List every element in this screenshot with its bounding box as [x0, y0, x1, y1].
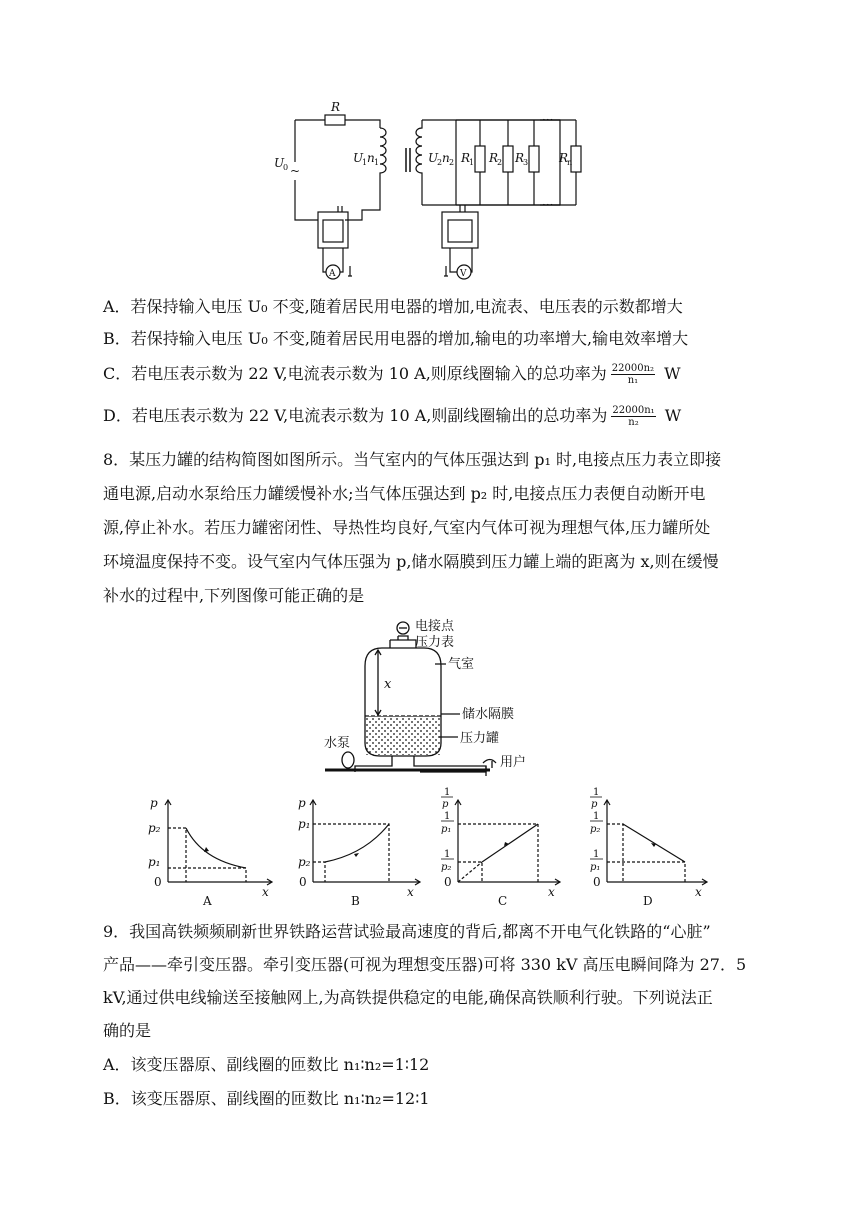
q7-option-c-unit: W	[664, 364, 681, 383]
label-R1-sub: 1	[469, 158, 475, 167]
tank-label-pump: 水泵	[324, 736, 351, 751]
q9-stem-line-3: kV,通过供电线输送至接触网上,为高铁提供稳定的电能,确保高铁顺利行驶。下列说法正	[103, 988, 713, 1007]
label-U1: U	[353, 151, 364, 165]
label-n2: n	[442, 151, 450, 165]
tank-label-chamber: 气室	[448, 657, 475, 672]
q7-option-a: A．若保持输入电压 U₀ 不变,随着居民用电器的增加,电流表、电压表的示数都增大	[103, 297, 683, 316]
graph-a-letter: A	[203, 894, 212, 908]
transformer-circuit-figure	[270, 100, 600, 285]
q8-stem-line-1: 8．某压力罐的结构简图如图所示。当气室内的气体压强达到 p₁ 时,电接点压力表立即接	[103, 450, 722, 469]
tank-label-gauge-1: 电接点	[415, 619, 455, 634]
q8-stem-line-3: 源,停止补水。若压力罐密闭性、导热性均良好,气室内气体可视为理想气体,压力罐所处	[103, 518, 711, 537]
ammeter-label: A	[329, 269, 336, 279]
q7-option-d-fraction: $\frac{\text{22000n₁}}{\text{n₂}}$	[612, 405, 655, 428]
graph-d-y-low-den: p₁	[590, 862, 601, 873]
label-U2: U	[428, 151, 439, 165]
graph-c-y-low-den: p₂	[441, 862, 452, 873]
tank-label-x: x	[384, 677, 392, 692]
graph-c-y-top-den: p₁	[441, 824, 452, 835]
q7-option-d-unit: W	[664, 406, 682, 425]
q7-option-b: B．若保持输入电压 U₀ 不变,随着居民用电器的增加,输电的功率增大,输电效率增大	[103, 329, 689, 348]
q8-stem-line-4: 环境温度保持不变。设气室内气体压强为 p,储水隔膜到压力罐上端的距离为 x,则在缓慢	[103, 552, 719, 571]
label-R3-sub: 3	[523, 158, 529, 167]
label-R2-sub: 2	[497, 158, 503, 167]
graph-d-y-low-num: 1	[593, 849, 600, 860]
graph-b-y-top: p₁	[298, 817, 311, 831]
graph-a	[140, 790, 280, 910]
label-U0-sub: 0	[283, 163, 289, 172]
q8-stem-line-2: 通电源,启动水泵给压力罐缓慢补水;当气体压强达到 p₂ 时,电接点压力表便自动断开电	[103, 484, 706, 503]
q9-stem-line-4: 确的是	[103, 1021, 152, 1040]
graph-d-letter: D	[643, 894, 653, 908]
label-Rn-sub: n	[567, 158, 573, 167]
graph-c-origin: 0	[444, 875, 452, 889]
graph-a-y-top: p₂	[148, 821, 161, 835]
label-R2: R	[489, 151, 499, 165]
graph-b-letter: B	[351, 894, 360, 908]
label-U0: U	[274, 156, 285, 170]
dots-bottom: ···	[542, 198, 554, 212]
label-n1-sub: 1	[374, 158, 380, 167]
graph-d	[585, 786, 715, 910]
graph-d-y-top-num: 1	[593, 811, 600, 822]
graph-c-ylabel-num: 1	[444, 787, 451, 798]
graph-c-letter: C	[498, 894, 508, 908]
graph-d-xlabel: x	[695, 885, 702, 899]
graph-d-origin: 0	[593, 875, 601, 889]
label-R3: R	[515, 151, 525, 165]
label-R1: R	[461, 151, 471, 165]
pressure-tank-figure	[320, 618, 550, 783]
graph-a-origin: 0	[154, 875, 162, 889]
graph-a-ylabel: p	[150, 796, 158, 810]
q7-option-d	[103, 405, 681, 428]
graph-c	[438, 786, 568, 910]
label-R: R	[331, 100, 341, 114]
label-n1: n	[367, 151, 375, 165]
graph-d-ylabel-num: 1	[593, 787, 600, 798]
tank-label-user: 用户	[500, 755, 527, 770]
label-U2-sub: 2	[437, 158, 443, 167]
label-U1-sub: 1	[362, 158, 368, 167]
q9-stem-line-2: 产品——牵引变压器。牵引变压器(可视为理想变压器)可将 330 kV 高压电瞬间降为 27．5	[103, 955, 747, 974]
graph-b-ylabel: p	[298, 796, 306, 810]
tank-label-membrane: 储水隔膜	[462, 707, 515, 722]
q9-option-a: A．该变压器原、副线圈的匝数比 n₁∶n₂=1∶12	[103, 1055, 430, 1074]
q9-option-b: B．该变压器原、副线圈的匝数比 n₁∶n₂=12∶1	[103, 1089, 430, 1108]
q9-stem-line-1: 9．我国高铁频频刷新世界铁路运营试验最高速度的背后,都离不开电气化铁路的“心脏”	[103, 922, 711, 941]
graph-a-xlabel: x	[262, 885, 269, 899]
graph-b	[295, 790, 430, 910]
q7-option-c	[103, 363, 681, 386]
q7-option-c-text: C．若电压表示数为 22 V,电流表示数为 10 A,则原线圈输入的总功率为	[103, 364, 607, 383]
graph-c-ylabel-den: p	[442, 799, 449, 810]
tank-label-gauge-2: 压力表	[415, 635, 455, 650]
label-Rn: R	[559, 151, 569, 165]
graph-c-y-low-num: 1	[444, 849, 451, 860]
graph-a-y-low: p₁	[148, 855, 161, 869]
graph-d-y-top-den: p₂	[590, 824, 601, 835]
graph-b-y-low: p₂	[298, 855, 311, 869]
tank-label-tank: 压力罐	[460, 731, 500, 746]
label-n2-sub: 2	[449, 158, 455, 167]
graph-c-xlabel: x	[548, 885, 555, 899]
voltmeter-label: V	[460, 269, 467, 279]
label-ac-tilde: ~	[290, 164, 301, 178]
dots-top: ···	[542, 113, 554, 127]
graph-b-xlabel: x	[407, 885, 414, 899]
graph-b-origin: 0	[299, 875, 307, 889]
q7-option-c-fraction: $\frac{\text{22000n₂}}{\text{n₁}}$	[611, 363, 655, 386]
graph-d-ylabel-den: p	[591, 799, 598, 810]
q7-option-d-text: D．若电压表示数为 22 V,电流表示数为 10 A,则副线圈输出的总功率为	[103, 406, 608, 425]
graph-c-y-top-num: 1	[444, 811, 451, 822]
q8-stem-line-5: 补水的过程中,下列图像可能正确的是	[103, 586, 365, 605]
